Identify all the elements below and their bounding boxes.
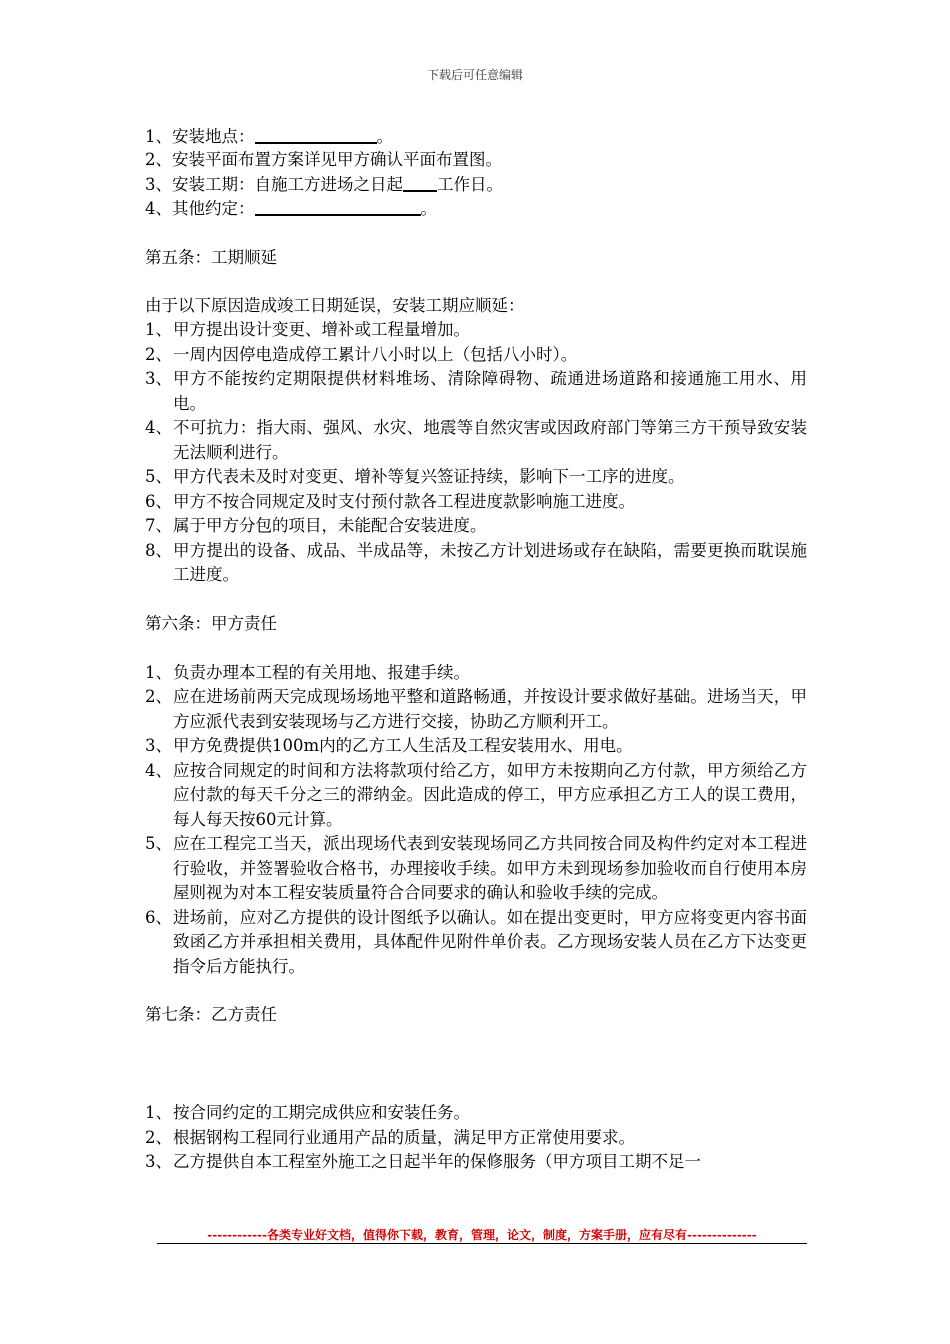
item-suffix: 工作日。 bbox=[437, 175, 503, 194]
article-6-list bbox=[145, 661, 807, 980]
item-number: 1、 bbox=[145, 127, 172, 146]
list-item: 3、 甲方不能按约定期限提供材料堆场、清除障碍物、疏通进场道路和接通施工用水、用电。 bbox=[145, 369, 807, 413]
footer-rule bbox=[157, 1243, 807, 1244]
article-7-list bbox=[145, 1101, 807, 1175]
item-label: 安装地点： bbox=[172, 127, 255, 146]
document-body bbox=[145, 124, 807, 1175]
item-number: 3、 bbox=[145, 175, 172, 194]
list-item: 4、 不可抗力：指大雨、强风、水灾、地震等自然灾害或因政府部门等第三方干预导致安装无法顺利进行。 bbox=[145, 418, 807, 462]
install-item-location bbox=[145, 124, 807, 148]
item-suffix: 。 bbox=[420, 199, 437, 218]
list-item: 5、 甲方代表未及时对变更、增补等复兴签证持续，影响下一工序的进度。 bbox=[145, 467, 685, 486]
page-header: 下载后可任意编辑 bbox=[426, 68, 523, 82]
duration-blank bbox=[403, 172, 437, 192]
list-item: 8、 甲方提出的设备、成品、半成品等，未按乙方计划进场或存在缺陷，需要更换而耽误施工进度。 bbox=[145, 540, 807, 584]
list-item: 5、 应在工程完工当天，派出现场代表到安装现场同乙方共同按合同及构件约定对本工程进行验收，并签署验收合格书，办理接收手续。如甲方未到现场参加验收而自行使用本房屋则视为对本工程安装质量符合合同要求的确认和验收手续的完成。 bbox=[145, 834, 807, 902]
install-item-other bbox=[145, 196, 807, 220]
list-item: 2、 一周内因停电造成停工累计八小时以上（包括八小时）。 bbox=[145, 344, 578, 364]
list-item: 1、 负责办理本工程的有关用地、报建手续。 bbox=[145, 662, 470, 682]
list-item: 1、 按合同约定的工期完成供应和安装任务。 bbox=[145, 1103, 470, 1122]
other-blank bbox=[255, 196, 421, 216]
item-number: 4、 bbox=[145, 199, 172, 218]
item-number: 2、 bbox=[145, 150, 172, 169]
item-suffix: 。 bbox=[376, 127, 393, 146]
item-label: 安装工期：自施工方进场之日起 bbox=[172, 175, 403, 194]
list-item: 3、 甲方免费提供100m内的乙方工人生活及工程安装用水、用电。 bbox=[145, 736, 633, 755]
list-item: 6、 进场前，应对乙方提供的设计图纸予以确认。如在提出变更时，甲方应将变更内容书面致函乙方并承担相关费用，具体配件见附件单价表。乙方现场安装人员在乙方下达变更指令后方能执行。 bbox=[145, 907, 807, 976]
article-5-list bbox=[145, 318, 807, 588]
install-item-layout bbox=[145, 148, 807, 172]
list-item: 4、 应按合同规定的时间和方法将款项付给乙方，如甲方未按期向乙方付款，甲方须给乙方应付款的每天千分之三的滞纳金。因此造成的停工，甲方应承担乙方工人的误工费用，每人每天按60元计算。 bbox=[145, 760, 807, 829]
article-5-title: 第五条：工期顺延 bbox=[145, 248, 277, 267]
footer-banner: ------------各类专业好文档，值得你下载，教育，管理，论文，制度，方案手册，应有尽有-------------- bbox=[207, 1228, 757, 1242]
list-item: 7、 属于甲方分包的项目，未能配合安装进度。 bbox=[145, 516, 487, 535]
list-item: 2、 根据钢构工程同行业通用产品的质量，满足甲方正常使用要求。 bbox=[145, 1127, 635, 1147]
location-blank bbox=[255, 124, 377, 144]
item-label: 其他约定： bbox=[172, 199, 255, 218]
list-item: 6、 甲方不按合同规定及时支付预付款各工程进度款影响施工进度。 bbox=[145, 491, 635, 511]
item-text: 安装平面布置方案详见甲方确认平面布置图。 bbox=[172, 150, 502, 169]
article-6-title: 第六条：甲方责任 bbox=[145, 613, 277, 633]
list-item: 3、 乙方提供自本工程室外施工之日起半年的保修服务（甲方项目工期不足一 bbox=[145, 1152, 701, 1171]
article-5-intro: 由于以下原因造成竣工日期延误，安装工期应顺延： bbox=[145, 296, 525, 315]
list-item: 2、 应在进场前两天完成现场场地平整和道路畅通，并按设计要求做好基础。进场当天，甲方应派代表到安装现场与乙方进行交接，协助乙方顺利开工。 bbox=[145, 687, 807, 731]
article-7-title: 第七条：乙方责任 bbox=[145, 1005, 277, 1024]
list-item: 1、 甲方提出设计变更、增补或工程量增加。 bbox=[145, 320, 470, 339]
install-item-duration bbox=[145, 172, 807, 196]
